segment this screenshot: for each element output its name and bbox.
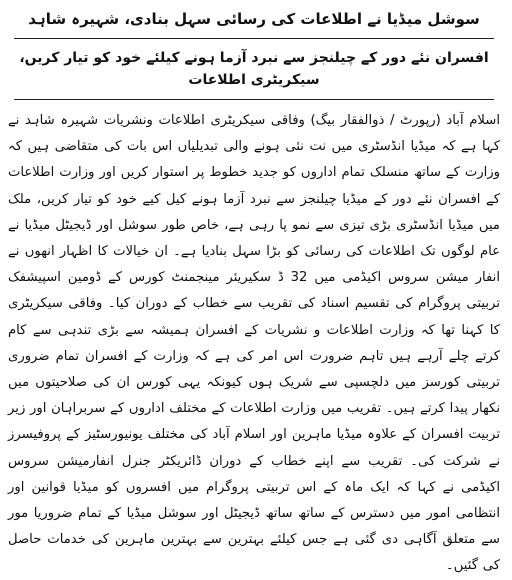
headline-divider [14, 38, 494, 39]
subheadline-divider [14, 99, 494, 100]
article-body: اسلام آباد (رپورٹ / ذوالفقار بیگ) وفاقی سیکریٹری اطلاعات ونشریات شہیرہ شاہد نے کہا ہے کہ میڈیا انڈسٹری میں نت نئی ہونے والی تبدیلیاں اس بات کی متقاضی ہیں کہ وزارت کے ساتھ منسلک تمام اداروں کو جدید خطوط پر استوار کریں اور وزارت اطلاعات کے افسران نئے دور کے میڈیا چیلنجز سے نبرد آزما ہونے کیل کیے خود کو تیار کریں، ملک میں میڈیا انڈسٹری بڑی تیزی سے نمو پا رہی ہے، خاص طور سوشل اور ڈیجیٹل میڈیا نے عام لوگوں تک اطلاعات کی رسائی کو بڑا سہل بنادیا ہے۔ ان خیالات کا اظہار انھوں نے انفار میشن سروس اکیڈمی میں 32 ڈ سکیریئر مینجمنٹ کورس کے ڈومین اسپیشفک تربیتی پروگرام کی تقسیم اسناد کی تقریب سے خطاب کے دوران کیا۔ وفاقی سیکریٹری کا کہنا تھا کہ وزارت اطلاعات و نشریات کے افسران ہمیشہ سے بڑی تندہی سے کام کرتے چلے آرہے ہیں تاہم ضرورت اس امر کی ہے کہ وزارت کے افسران تمام ضروری تربیتی کورسز میں دلچسپی سے شریک ہوں کیونکہ یہی کورس ان کی صلاحیتوں میں نکھار پیدا کرتے ہیں۔ تقریب میں وزارت اطلاعات کے مختلف اداروں کے سربراہان اور زیر تربیت افسران کے علاوہ میڈیا ماہرین اور اسلام آباد کی مختلف یونیورسٹیز کے پروفیسرز نے شرکت کی۔ تقریب سے اپنے خطاب کے دوران ڈائریکٹر جنرل انفارمیشن سروس اکیڈمی نے کہا کہ ایک ماہ کے اس تربیتی پروگرام میں افسروں کو میڈیا قوانین اور انتظامی امور میں دسترس کے ساتھ ساتھ ڈیجیٹل اور سوشل میڈیا کے تمام ضروریا مور سے متعلق آگاہی دی گئی ہے جس کیلئے بہترین سے بہترین ماہرین کی خدمات حاصل کی گئیں۔ [8, 113, 500, 574]
article-subheadline: افسران نئے دور کے چیلنجز سے نبرد آزما ہونے کیلئے خود کو تیار کریں، سیکریٹری اطلاعات [19, 50, 489, 88]
article-headline: سوشل میڈیا نے اطلاعات کی رسائی سہل بنادی، شہیرہ شاہد [28, 10, 480, 28]
